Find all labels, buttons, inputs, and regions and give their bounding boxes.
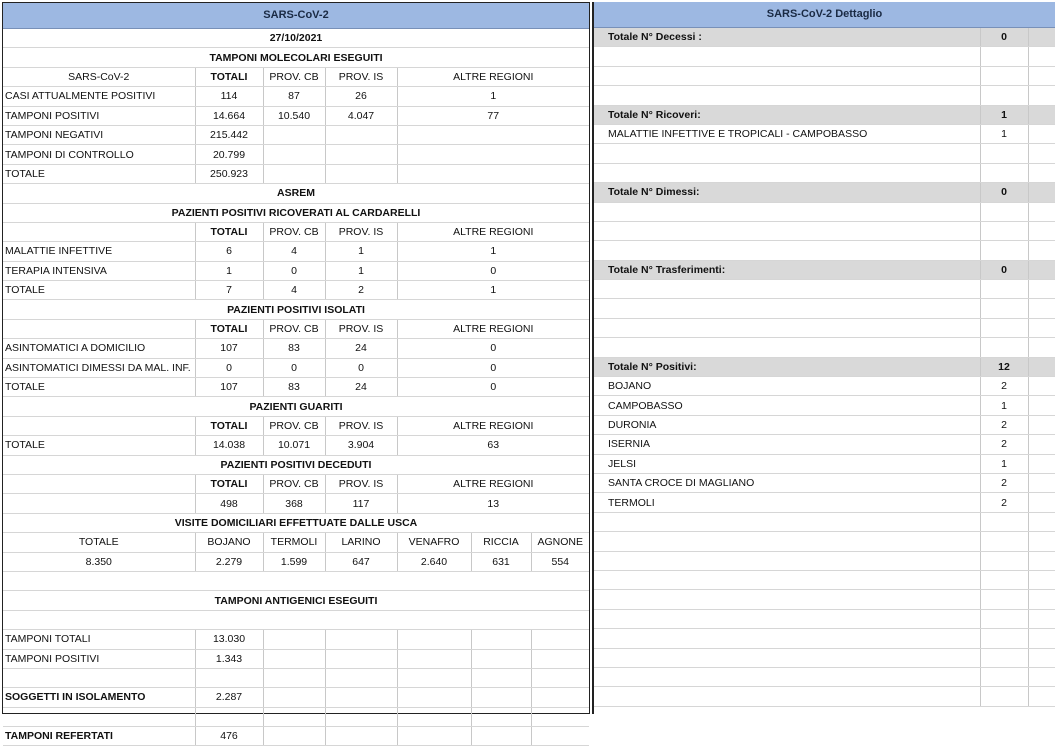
- summary-header: SARS-CoV-2: [3, 3, 589, 29]
- table-row: CASI ATTUALMENTE POSITIVI 114 87 26 1: [3, 87, 589, 106]
- list-item: TERMOLI 2: [594, 493, 1055, 512]
- table-row: MALATTIE INFETTIVE 6 4 1 1: [3, 242, 589, 261]
- table-header-row: TOTALI PROV. CB PROV. IS ALTRE REGIONI: [3, 222, 589, 241]
- table-header-row: TOTALI PROV. CB PROV. IS ALTRE REGIONI: [3, 474, 589, 493]
- list-item: SANTA CROCE DI MAGLIANO 2: [594, 473, 1055, 492]
- table-row: TOTALE 107 83 24 0: [3, 378, 589, 397]
- table-row: TAMPONI POSITIVI 14.664 10.540 4.047 77: [3, 106, 589, 125]
- table-row: 8.350 2.279 1.599 647 2.640 631 554: [3, 552, 589, 571]
- table-header-row: TOTALE BOJANO TERMOLI LARINO VENAFRO RICCIA AGNONE: [3, 533, 589, 552]
- section-title: PAZIENTI POSITIVI RICOVERATI AL CARDARELLI: [3, 203, 589, 222]
- decessi-row: Totale N° Decessi : 0: [594, 28, 1055, 47]
- summary-panel: [2, 2, 590, 743]
- ricoveri-row: Totale N° Ricoveri: 1: [594, 105, 1055, 124]
- table-row: ASINTOMATICI A DOMICILIO 107 83 24 0: [3, 339, 589, 358]
- section-title: ASREM: [3, 184, 589, 203]
- table-row: TAMPONI POSITIVI 1.343: [3, 649, 589, 668]
- table-header-row: TOTALI PROV. CB PROV. IS ALTRE REGIONI: [3, 319, 589, 338]
- section-title: TAMPONI MOLECOLARI ESEGUITI: [3, 48, 589, 67]
- list-item: BOJANO 2: [594, 377, 1055, 396]
- table-row: TOTALE 7 4 2 1: [3, 281, 589, 300]
- table-header-row: TOTALI PROV. CB PROV. IS ALTRE REGIONI: [3, 416, 589, 435]
- dimessi-row: Totale N° Dimessi: 0: [594, 183, 1055, 202]
- detail-panel: [592, 2, 1055, 714]
- section-title: VISITE DOMICILIARI EFFETTUATE DALLE USCA: [3, 513, 589, 532]
- summary-table: [3, 29, 589, 746]
- section-title: TAMPONI ANTIGENICI ESEGUITI: [3, 591, 589, 610]
- table-row: 498 368 117 13: [3, 494, 589, 513]
- report-date: 27/10/2021: [3, 29, 589, 48]
- list-item: ISERNIA 2: [594, 435, 1055, 454]
- table-header-row: SARS-CoV-2 TOTALI PROV. CB PROV. IS ALTRE REGIONI: [3, 67, 589, 86]
- section-title: PAZIENTI GUARITI: [3, 397, 589, 416]
- positivi-row: Totale N° Positivi: 12: [594, 357, 1055, 376]
- section-title: PAZIENTI POSITIVI ISOLATI: [3, 300, 589, 319]
- table-row: TERAPIA INTENSIVA 1 0 1 0: [3, 261, 589, 280]
- list-item: JELSI 1: [594, 454, 1055, 473]
- table-row: TAMPONI NEGATIVI 215.442: [3, 125, 589, 144]
- table-row: TOTALE 14.038 10.071 3.904 63: [3, 436, 589, 455]
- list-item: DURONIA 2: [594, 415, 1055, 434]
- list-item: MALATTIE INFETTIVE E TROPICALI - CAMPOBASSO 1: [594, 124, 1055, 143]
- section-title: PAZIENTI POSITIVI DECEDUTI: [3, 455, 589, 474]
- detail-table: [594, 28, 1055, 707]
- table-row: TAMPONI TOTALI 13.030: [3, 630, 589, 649]
- table-row: TAMPONI DI CONTROLLO 20.799: [3, 145, 589, 164]
- table-row: SOGGETTI IN ISOLAMENTO 2.287: [3, 688, 589, 707]
- list-item: CAMPOBASSO 1: [594, 396, 1055, 415]
- detail-header: SARS-CoV-2 Dettaglio: [594, 2, 1055, 28]
- table-row: ASINTOMATICI DIMESSI DA MAL. INF. 0 0 0 0: [3, 358, 589, 377]
- table-row: TAMPONI REFERTATI 476: [3, 727, 589, 746]
- trasferimenti-row: Totale N° Trasferimenti: 0: [594, 260, 1055, 279]
- table-row: TOTALE 250.923: [3, 164, 589, 183]
